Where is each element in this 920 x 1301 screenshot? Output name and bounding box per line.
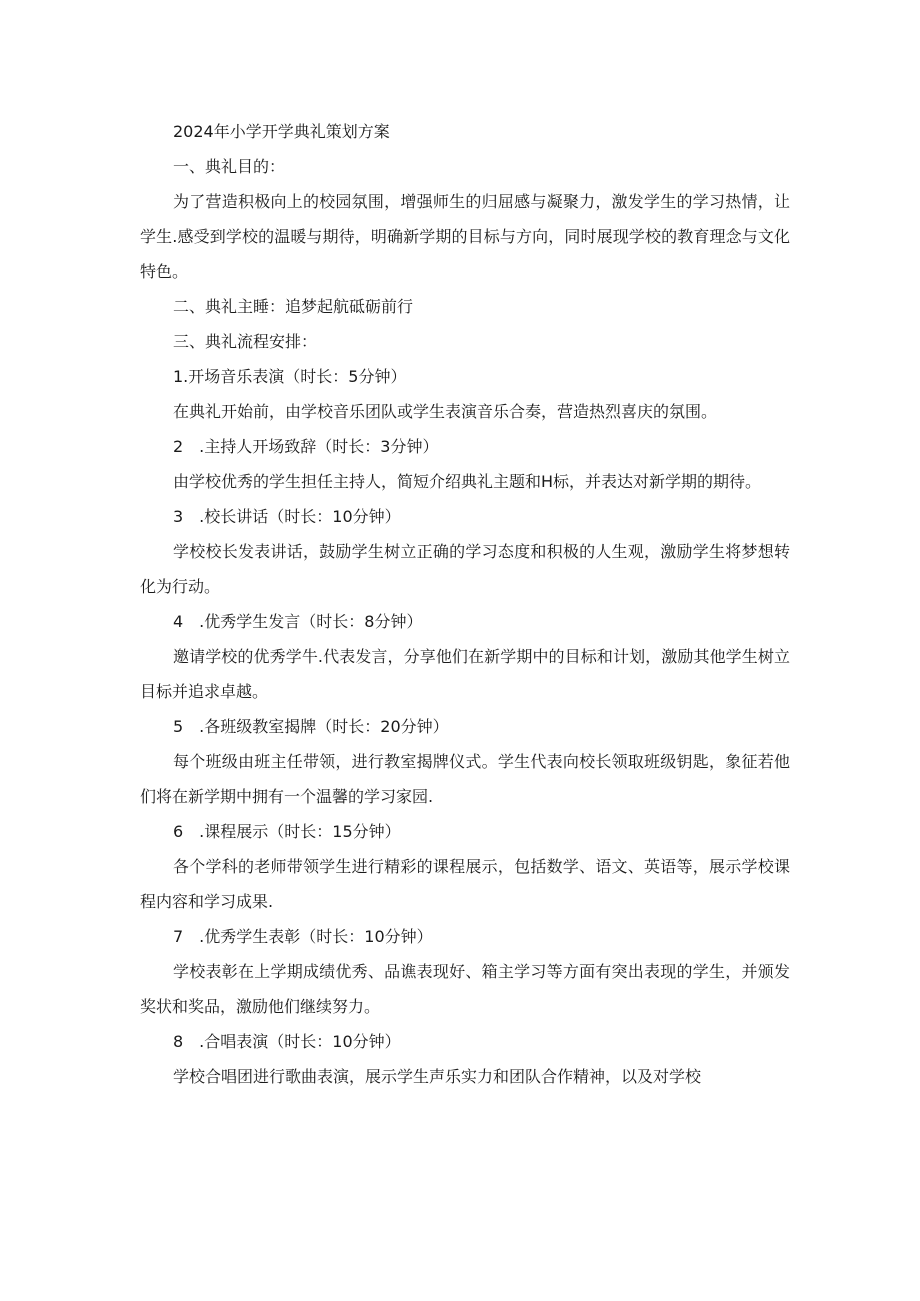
item-4-text: 邀请学校的优秀学牛.代表发言，分享他们在新学期中的目标和计划，激励其他学生树立目标并追求卓越。 xyxy=(140,647,790,701)
document-title: 2024年小学开学典礼策划方案 xyxy=(173,122,390,141)
item-2-text: 由学校优秀的学生担任主持人，简短介绍典礼主题和H标，并表达对新学期的期待。 xyxy=(173,472,762,491)
purpose-heading: 一、典礼目的： xyxy=(173,157,286,176)
item-7-text: 学校表彰在上学期成绩优秀、品谯表现好、箱主学习等方面有突出表现的学生，并颁发奖状和奖品，激励他们继续努力。 xyxy=(140,962,790,1016)
item-2-heading: 2 .主持人开场致辞（时长：3分钟） xyxy=(173,437,439,456)
item-1-heading: 1.开场音乐表演（时长：5分钟） xyxy=(173,367,407,386)
theme-heading: 二、典礼主睡：追梦起航砥砺前行 xyxy=(173,297,414,316)
item-4-heading: 4 .优秀学生发言（时长：8分钟） xyxy=(173,612,423,631)
flow-heading: 三、典礼流程安排： xyxy=(173,332,318,351)
item-8-heading: 8 .合唱表演（时长：10分钟） xyxy=(173,1032,401,1051)
item-8-text: 学校合唱团进行歌曲表演，展示学生声乐实力和团队合作精神，以及对学校 xyxy=(173,1067,702,1086)
item-3-heading: 3 .校长讲话（时长：10分钟） xyxy=(173,507,401,526)
item-5-heading: 5 .各班级教室揭牌（时长：20分钟） xyxy=(173,717,449,736)
item-6-heading: 6 .课程展示（时长：15分钟） xyxy=(173,822,401,841)
purpose-text: 为了营造积极向上的校园氛围，增强师生的归屈感与凝聚力，激发学生的学习热情，让学生.感受到学校的温暖与期待，明确新学期的目标与方向，同时展现学校的教育理念与文化特色。 xyxy=(140,192,790,281)
item-6-text: 各个学科的老师带领学生进行精彩的课程展示，包括数学、语文、英语等，展示学校课程内容和学习成果. xyxy=(140,857,790,911)
item-1-text: 在典礼开始前，由学校音乐团队或学生表演音乐合奏，营造热烈喜庆的氛围。 xyxy=(173,402,718,421)
item-3-text: 学校校长发表讲话，鼓励学生树立正确的学习态度和积极的人生观，激励学生将梦想转化为行动。 xyxy=(140,542,790,596)
item-7-heading: 7 .优秀学生表彰（时长：10分钟） xyxy=(173,927,433,946)
item-5-text: 每个班级由班主任带领，进行教室揭牌仪式。学生代表向校长领取班级钥匙，象征若他们将在新学期中拥有一个温馨的学习家园. xyxy=(140,752,790,806)
document-body xyxy=(140,114,790,1094)
